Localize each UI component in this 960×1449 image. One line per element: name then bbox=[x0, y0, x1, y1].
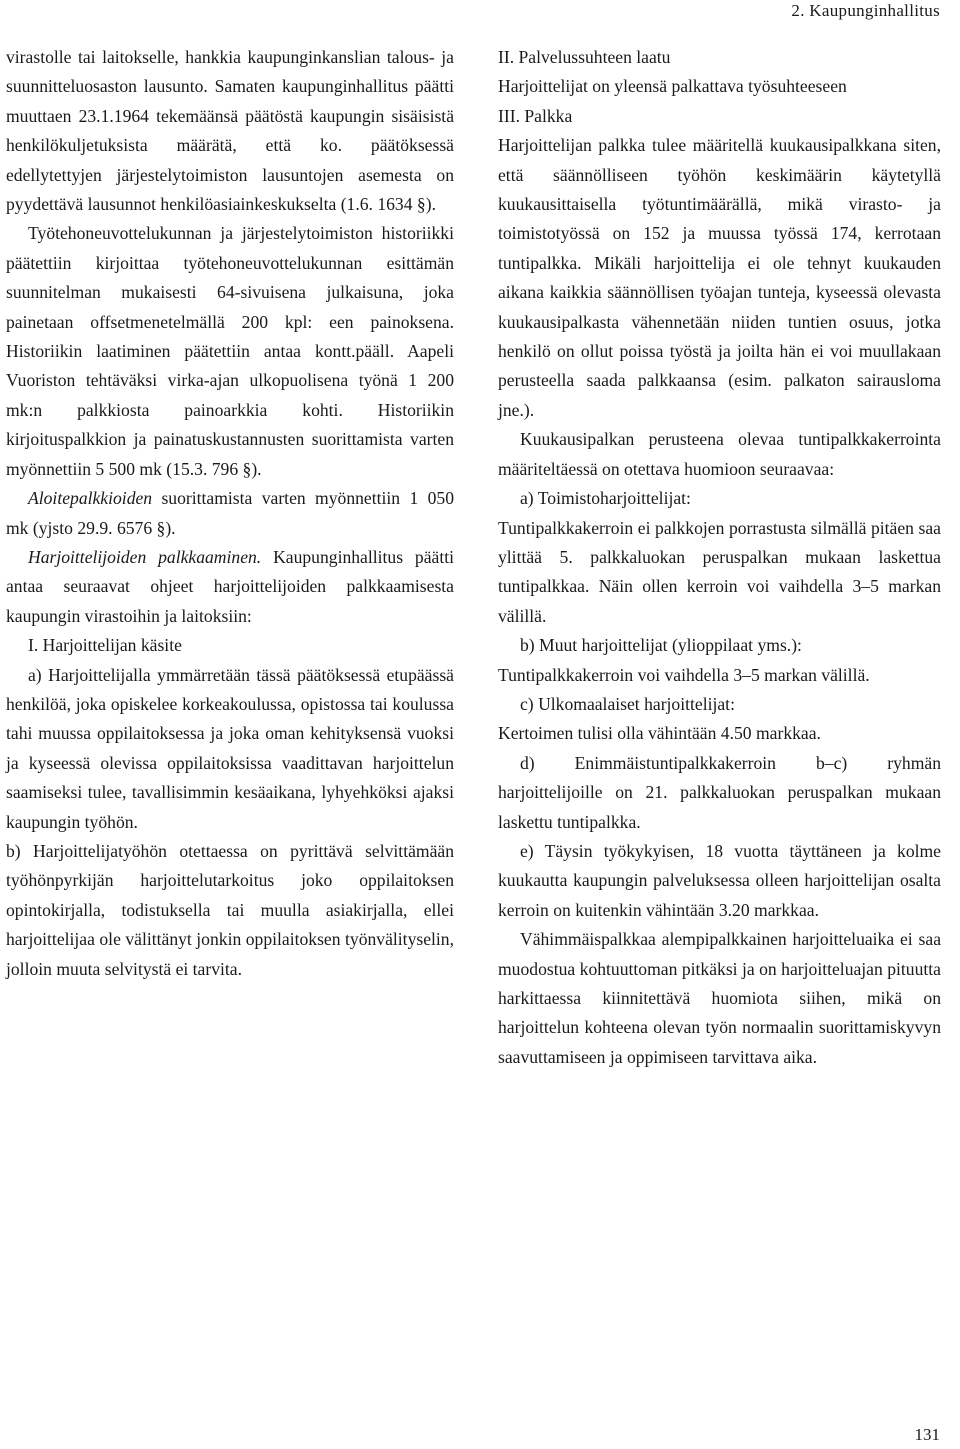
list-heading: a) Toimistoharjoittelijat: bbox=[520, 488, 691, 509]
running-head: 2. Kaupunginhallitus bbox=[791, 1, 940, 20]
paragraph: Tuntipalkkakerroin voi vaihdella 3–5 markan välillä. bbox=[498, 664, 870, 685]
paragraph: Harjoittelijan palkka tulee määritellä kuukausipalkkana siten, että säännölliseen työhön keskimäärin käytetyllä kuukausittaisella työtuntimäärällä, mikä virasto- ja toimistotyössä on 152 ja muussa työssä 174, kerrotaan tuntipalkka. Mikäli harjoittelija ei ole tehnyt kuukauden aikana kaikkia säännöllisen työajan tunteja, kyseessä olevasta kuukausipalkasta vähennetään niiden tuntien osuus, jotka henkilö on ollut poissa työstä ja joilta hän ei voi muullakaan perusteella saada palkkaansa (esim. palkaton sairausloma jne.). bbox=[498, 135, 941, 420]
paragraph: d) Enimmäistuntipalkkakerroin b–c) ryhmän harjoittelijoille on 21. palkkaluokan peruspalkan mukaan laskettu tuntipalkka. bbox=[498, 752, 941, 832]
paragraph bbox=[6, 543, 454, 631]
italic-run: Harjoittelijoiden palkkaaminen. bbox=[28, 546, 262, 567]
italic-run: Aloitepalkkioiden bbox=[28, 488, 153, 509]
paragraph: e) Täysin työkykyisen, 18 vuotta täyttäneen ja kolme kuukautta kaupungin palveluksessa olleen harjoittelijan osalta kerroin on kuitenkin vähintään 3.20 markkaa. bbox=[498, 840, 941, 920]
right-column bbox=[498, 43, 941, 1072]
page-number: 131 bbox=[914, 1425, 940, 1444]
paragraph bbox=[6, 484, 454, 543]
paragraph: Tuntipalkkakerroin ei palkkojen porrastusta silmällä pitäen saa ylittää 5. palkkaluokan peruspalkan mukaan laskettua tuntipalkkaa. Näin ollen kerroin voi vaihdella 3–5 markan välillä. bbox=[498, 517, 941, 626]
section-heading: I. Harjoittelijan käsite bbox=[28, 635, 182, 656]
paragraph: Kuukausipalkan perusteena olevaa tuntipalkkakerrointa määriteltäessä on otettava huomioon seuraavaa: bbox=[498, 429, 941, 479]
paragraph: Harjoittelijat on yleensä palkattava työsuhteeseen bbox=[498, 76, 847, 97]
left-column bbox=[6, 43, 454, 984]
paragraph: a) Harjoittelijalla ymmärretään tässä päätöksessä etupäässä henkilöä, joka opiskelee korkeakoulussa, opistossa tai koulussa tahi muussa oppilaitoksessa ja joka oman kehityksensä vuoksi ja kyseessä olevissa oppilaitoksissa vaadittavan harjoittelun saamiseksi tulee, tavallisimmin kesäaikana, lyhyehköksi ajaksi kaupungin työhön. bbox=[6, 664, 454, 832]
paragraph: b) Harjoittelijatyöhön otettaessa on pyrittävä selvittämään työhönpyrkijän harjoittelutarkoitus joko oppilaitoksen opintokirjalla, todistuksella tai muulla asiakirjalla, ellei harjoittelijaa ole välittänyt jonkin oppilaitoksen työnvälityselin, jolloin muuta selvitystä ei tarvita. bbox=[6, 840, 454, 979]
list-heading: c) Ulkomaalaiset harjoittelijat: bbox=[520, 693, 735, 714]
text-run: suorittamista varten myönnettiin 1 050 mk (yjsto 29.9. 6576 §). bbox=[6, 488, 454, 538]
paragraph: Kertoimen tulisi olla vähintään 4.50 markkaa. bbox=[498, 723, 821, 744]
list-heading: b) Muut harjoittelijat (ylioppilaat yms.): bbox=[520, 635, 802, 656]
paragraph: Työtehoneuvottelukunnan ja järjestelytoimiston historiikki päätettiin kirjoittaa työtehoneuvottelukunnan esittämän suunnitelman mukaisesti 64-sivuisena julkaisuna, joka painetaan offsetmenetelmällä 200 kpl: een painoksena. Historiikin laatiminen päätettiin antaa kontt.pääll. Aapeli Vuoriston tehtäväksi virka-ajan ulkopuolisena työnä 1 200 mk:n palkkiosta painoarkkia kohti. Historiikin kirjoituspalkkion ja painatuskustannusten suorittamista varten myönnettiin 5 500 mk (15.3. 796 §). bbox=[6, 223, 454, 479]
paragraph: virastolle tai laitokselle, hankkia kaupunginkanslian talous- ja suunnitteluosaston lausunto. Samaten kaupunginhallitus päätti muuttaen 23.1.1964 tekemäänsä päätöstä kaupungin sisäisistä henkilökuljetuksista määrätä, että ko. päätöksessä edellytettyjen järjestelytoimiston lausuntojen asemesta on pyydettävä lausunnot henkilöasiainkeskukselta (1.6. 1634 §). bbox=[6, 47, 454, 215]
section-heading: III. Palkka bbox=[498, 105, 573, 126]
section-heading: II. Palvelussuhteen laatu bbox=[498, 47, 671, 67]
paragraph: Vähimmäispalkkaa alempipalkkainen harjoitteluaika ei saa muodostua kohtuuttoman pitkäksi ja on harjoitteluajan pituutta harkittaessa kiinnitettävä huomiota siihen, mikä on harjoittelun kohteena olevan työn normaalin suorittamiskyvyn saavuttamiseen ja oppimiseen tarvittava aika. bbox=[498, 929, 941, 1067]
text-run: Kaupunginhallitus päätti antaa seuraavat ohjeet harjoittelijoiden palkkaamisesta kaupungin virastoihin ja laitoksiin: bbox=[6, 546, 454, 626]
